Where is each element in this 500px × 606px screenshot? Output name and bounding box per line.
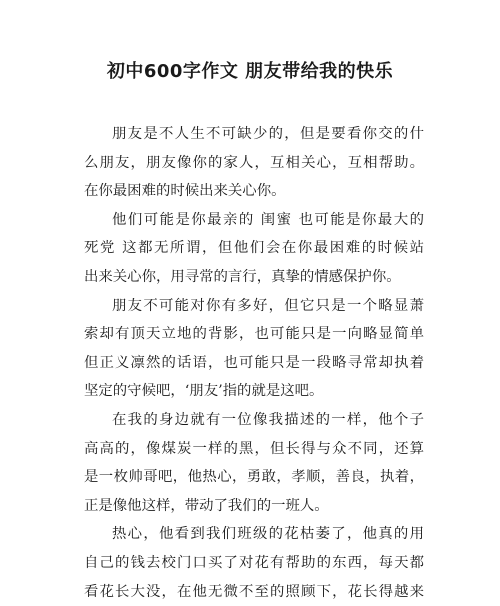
paragraph (84, 120, 424, 206)
paragraph-line: 自己的钱去校门口买了对花有帮助的东西，每天都 (84, 549, 424, 578)
paragraph-line: 在你最困难的时候出来关心你。 (84, 177, 424, 206)
paragraph (84, 406, 424, 520)
paragraph (84, 292, 424, 406)
paragraph-line: 但正义凛然的话语，也可能只是一段略寻常却执着 (84, 349, 424, 378)
paragraph-line: 朋友不可能对你有多好，但它只是一个略显萧 (84, 292, 424, 321)
paragraph-line: 出来关心你，用寻常的言行，真挚的情感保护你。 (84, 263, 424, 292)
paragraph-line: 索却有顶天立地的背影，也可能只是一向略显简单 (84, 320, 424, 349)
paragraph-line: 死党 这都无所谓，但他们会在你最困难的时候站 (84, 234, 424, 263)
paragraph (84, 206, 424, 292)
paragraph-line: 看花长大没，在他无微不至的照顾下，花长得越来 (84, 578, 424, 606)
paragraph-line: 热心，他看到我们班级的花枯萎了，他真的用 (84, 520, 424, 549)
document-title: 初中600字作文 朋友带给我的快乐 (0, 60, 500, 84)
paragraph-line: 他们可能是你最亲的 闺蜜 也可能是你最大的 (84, 206, 424, 235)
paragraph (84, 520, 424, 606)
paragraph-line: 正是像他这样，带动了我们的一班人。 (84, 492, 424, 521)
paragraph-line: 高高的，像煤炭一样的黑，但长得与众不同，还算 (84, 435, 424, 464)
paragraph-line: 在我的身边就有一位像我描述的一样，他个子 (84, 406, 424, 435)
paragraph-line: 坚定的守候吧，‘朋友’指的就是这吧。 (84, 377, 424, 406)
document-body (84, 120, 424, 606)
paragraph-line: 么朋友，朋友像你的家人，互相关心，互相帮助。 (84, 149, 424, 178)
paragraph-line: 是一枚帅哥吧，他热心，勇敢，孝顺，善良，执着， (84, 463, 424, 492)
paragraph-line: 朋友是不人生不可缺少的，但是要看你交的什 (84, 120, 424, 149)
